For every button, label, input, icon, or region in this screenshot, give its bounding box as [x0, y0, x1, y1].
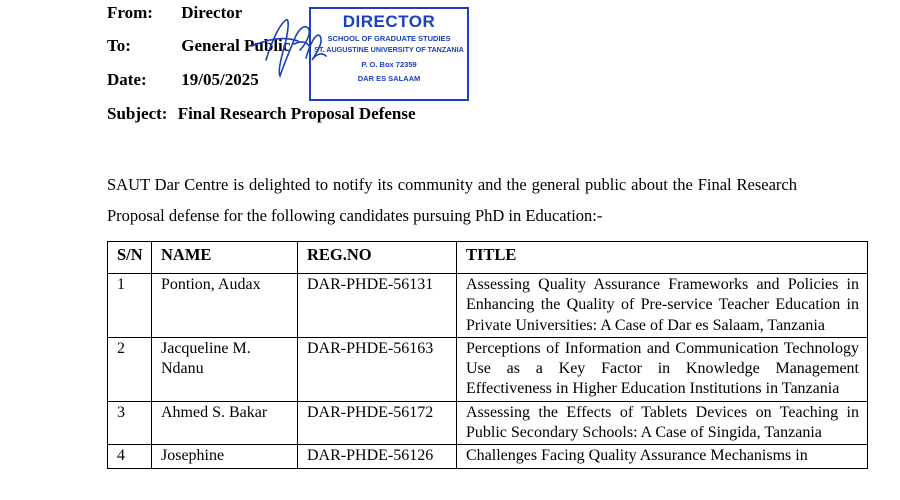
stamp-box: P. O. Box 72359: [361, 60, 417, 69]
header-name: NAME: [152, 242, 298, 274]
to-label: To:: [107, 36, 131, 55]
cell-sn: 1: [108, 274, 152, 338]
header-title: TITLE: [457, 242, 868, 274]
from-value: Director: [181, 3, 243, 22]
cell-name: Pontion, Audax: [152, 274, 298, 338]
to-value: General Public: [181, 36, 291, 55]
stamp-school: SCHOOL OF GRADUATE STUDIES: [327, 34, 451, 43]
cell-title: Challenges Facing Quality Assurance Mechanisms in: [457, 445, 868, 468]
from-label: From:: [107, 3, 153, 22]
cell-title: Assessing the Effects of Tablets Devices on Teaching in Public Secondary Schools: A Case of Singida, Tanzania: [457, 401, 868, 445]
date-value: 19/05/2025: [181, 70, 259, 89]
header-reg: REG.NO: [298, 242, 457, 274]
cell-sn: 2: [108, 337, 152, 401]
cell-reg: DAR-PHDE-56126: [298, 445, 457, 468]
date-label: Date:: [107, 70, 147, 89]
intro-paragraph: SAUT Dar Centre is delighted to notify its community and the general public about the Final Research Proposal defense for the following candidates pursuing PhD in Education:-: [107, 175, 797, 225]
table-row: [108, 401, 868, 445]
cell-title: Perceptions of Information and Communication Technology Use as a Key Factor in Knowledge Management Effectiveness in Higher Education Institutions in Tanzania: [457, 337, 868, 401]
subject-label: Subject:: [107, 104, 168, 123]
table-row: [108, 445, 868, 468]
stamp-university: ST. AUGUSTINE UNIVERSITY OF TANZANIA: [314, 45, 464, 54]
cell-name: Josephine: [152, 445, 298, 468]
cell-reg: DAR-PHDE-56163: [298, 337, 457, 401]
stamp-title: DIRECTOR: [342, 12, 436, 31]
cell-reg: DAR-PHDE-56131: [298, 274, 457, 338]
from-line: [107, 3, 242, 23]
signature-mark: [250, 14, 340, 84]
subject-line: [107, 104, 416, 124]
table-row: [108, 337, 868, 401]
table-row: [108, 274, 868, 338]
subject-value: Final Research Proposal Defense: [177, 104, 416, 123]
cell-name: Ahmed S. Bakar: [152, 401, 298, 445]
candidates-table: [107, 241, 868, 469]
header-sn: S/N: [108, 242, 152, 274]
cell-name: Jacqueline M. Ndanu: [152, 337, 298, 401]
cell-title: Assessing Quality Assurance Frameworks and Policies in Enhancing the Quality of Pre-service Teacher Education in Private Universities: A Case of Dar es Salaam, Tanzania: [457, 274, 868, 338]
cell-sn: 3: [108, 401, 152, 445]
table-header-row: [108, 242, 868, 274]
date-line: [107, 70, 259, 90]
stamp-city: DAR ES SALAAM: [357, 74, 421, 83]
cell-reg: DAR-PHDE-56172: [298, 401, 457, 445]
cell-sn: 4: [108, 445, 152, 468]
